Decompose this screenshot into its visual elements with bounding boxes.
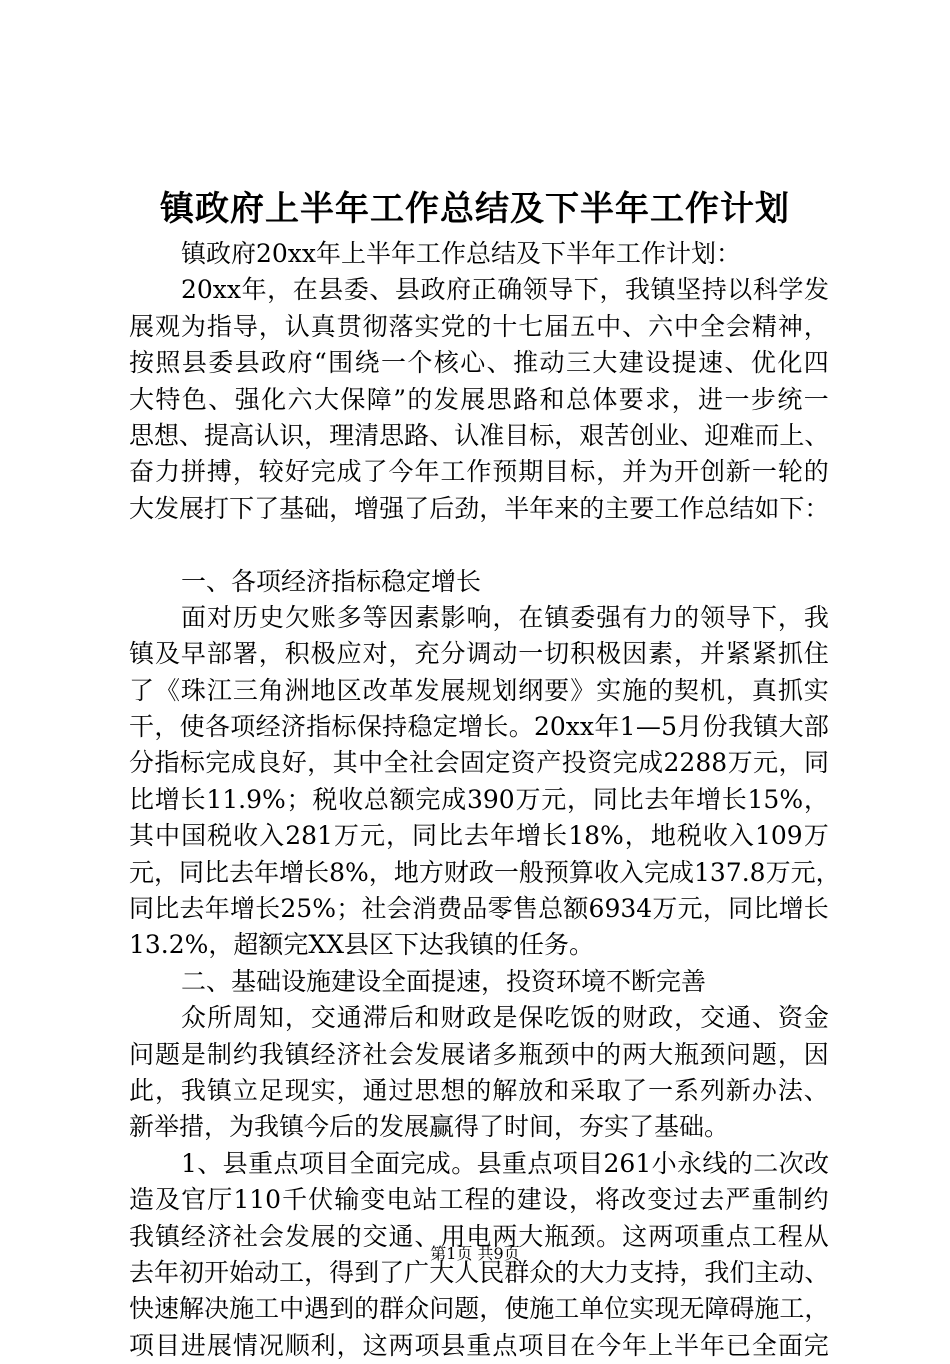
- text-line: 去 年 初 开 始 动 工 ， 得 到 了 广 大 人 民 群 众 的 大 力 支 持 ， 我 们 主 动 、: [129, 1257, 830, 1287]
- text-line: 问 题 是 制 约 我 镇 经 济 社 会 发 展 诸 多 瓶 颈 中 的 两 大 瓶 颈 问 题 ， 因: [129, 1039, 829, 1069]
- text-line: 面 对 历 史 欠 账 多 等 因 素 影 响 ， 在 镇 委 强 有 力 的 领 导 下 ， 我: [181, 602, 829, 632]
- blank-line: [129, 527, 829, 563]
- text-line: 了 《 珠 江 三 角 洲 地 区 改 革 发 展 规 划 纲 要 》 实 施 的 契 机 ， 真 抓 实: [129, 675, 829, 705]
- text-line: 展 观 为 指 导 ， 认 真 贯 彻 落 实 党 的 十 七 届 五 中 、 六 中 全 会 精 神 ，: [129, 311, 829, 341]
- text-line: 分 指 标 完 成 良 好 ， 其 中 全 社 会 固 定 资 产 投 资 完 成 2288 万 元 ， 同: [129, 748, 829, 778]
- text-line: 1 、 县 重 点 项 目 全 面 完 成 。 县 重 点 项 目 261 小 永 线 的 二 次 改: [181, 1148, 829, 1178]
- text-line: 镇 及 早 部 署 ， 积 极 应 对 ， 充 分 调 动 一 切 积 极 因 素 ， 并 紧 紧 抓 住: [129, 639, 829, 669]
- text-line: 新举措，为我镇今后的发展赢得了时间，夯实了基础。: [129, 1112, 730, 1142]
- text-line: 镇政府20xx年上半年工作总结及下半年工作计划：: [181, 239, 742, 268]
- text-line: 大 特 色 、 强 化 六 大 保 障 ” 的 发 展 思 路 和 总 体 要 求 ， 进 一 步 统 一: [129, 384, 829, 414]
- document-body: [129, 236, 841, 1364]
- text-line: 众 所 周 知 ， 交 通 滞 后 和 财 政 是 保 吃 饭 的 财 政 ， 交 通 、 资 金: [181, 1003, 829, 1033]
- text-line: 元 ， 同 比 去 年 增 长 8% ， 地 方 财 政 一 般 预 算 收 入 完 成 137.8 万 元 ，: [129, 857, 841, 887]
- text-line: 造 及 官 厅 110 千 伏 输 变 电 站 工 程 的 建 设 ， 将 改 变 过 去 严 重 制 约: [129, 1185, 829, 1215]
- text-line: 思 想 、 提 高 认 识 ， 理 清 思 路 、 认 准 目 标 ， 艰 苦 创 业 、 迎 难 而 上 、: [129, 420, 830, 450]
- text-line: 比 增 长 11.9% ； 税 收 总 额 完 成 390 万 元 ， 同 比 去 年 增 长 15% ，: [129, 784, 829, 814]
- text-line: 20xx 年 ， 在 县 委 、 县 政 府 正 确 领 导 下 ， 我 镇 坚 持 以 科 学 发: [181, 275, 829, 305]
- text-line: 项 目 进 展 情 况 顺 利 ， 这 两 项 县 重 点 项 目 在 今 年 上 半 年 已 全 面 完: [129, 1330, 829, 1360]
- text-line: 此 ， 我 镇 立 足 现 实 ， 通 过 思 想 的 解 放 和 采 取 了 一 系 列 新 办 法 、: [129, 1075, 829, 1105]
- text-line: 大 发 展 打 下 了 基 础 ， 增 强 了 后 劲 ， 半 年 来 的 主 要 工 作 总 结 如 下 ：: [129, 493, 830, 523]
- text-line: 我 镇 经 济 社 会 发 展 的 交 通 、 用 电 两 大 瓶 颈 。 这 两 项 重 点 工 程 从: [129, 1221, 829, 1251]
- text-line: 一、各项经济指标稳定增长: [181, 566, 482, 596]
- text-line: 奋 力 拼 搏 ， 较 好 完 成 了 今 年 工 作 预 期 目 标 ， 并 为 开 创 新 一 轮 的: [129, 457, 829, 487]
- text-line: 二、基础设施建设全面提速，投资环境不断完善: [181, 966, 707, 996]
- text-line: 13.2%，超额完XX县区下达我镇的任务。: [129, 930, 595, 960]
- text-line: 其 中 国 税 收 入 281 万 元 ， 同 比 去 年 增 长 18% ， 地 税 收 入 109 万: [129, 821, 829, 851]
- text-line: 干 ， 使 各 项 经 济 指 标 保 持 稳 定 增 长 。 20xx 年 1 — 5 月 份 我 镇 大 部: [129, 712, 829, 742]
- document-title: 镇政府上半年工作总结及下半年工作计划: [160, 189, 790, 229]
- page-footer: 第1页 共9页: [430, 1244, 520, 1263]
- text-line: 同 比 去 年 增 长 25% ； 社 会 消 费 品 零 售 总 额 6934 万 元 ， 同 比 增 长: [129, 894, 829, 924]
- text-line: 按 照 县 委 县 政 府 “ 围 绕 一 个 核 心 、 推 动 三 大 建 设 提 速 、 优 化 四: [129, 348, 829, 378]
- text-line: 快 速 解 决 施 工 中 遇 到 的 群 众 问 题 ， 使 施 工 单 位 实 现 无 障 碍 施 工 ，: [129, 1294, 830, 1324]
